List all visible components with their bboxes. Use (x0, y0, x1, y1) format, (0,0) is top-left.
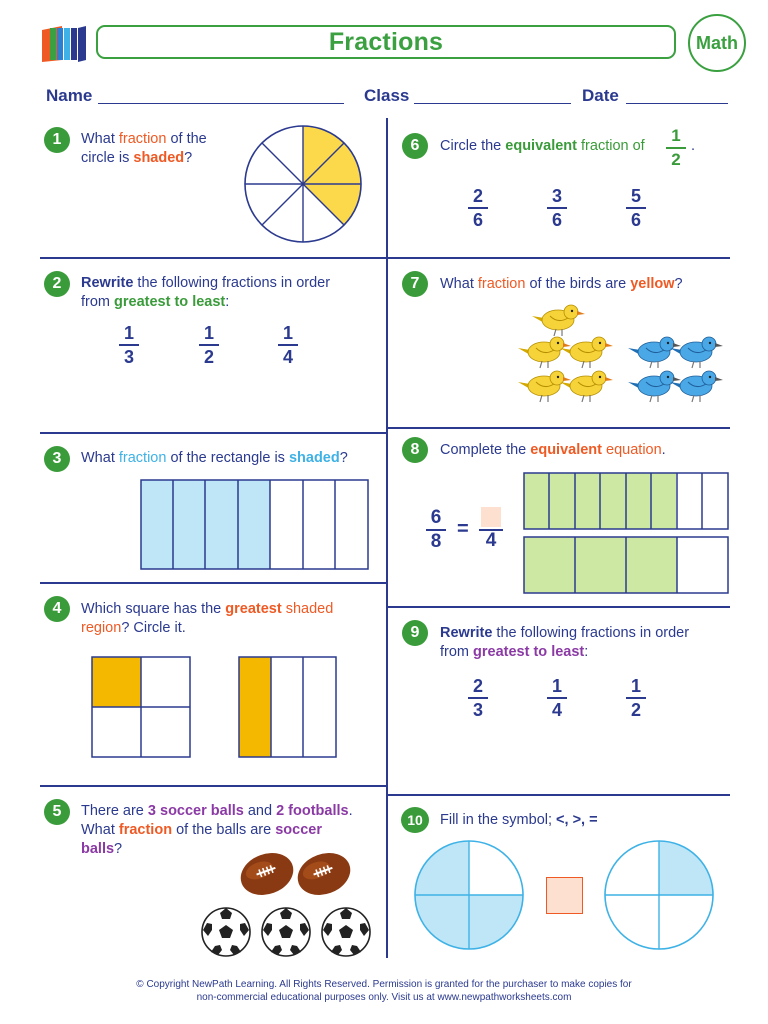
question-number: 6 (402, 133, 428, 159)
question-number: 7 (402, 271, 428, 297)
question-2-text: Rewrite the following fractions in order from greatest to least: (81, 275, 331, 310)
column-divider (386, 118, 388, 958)
name-label: Name (46, 86, 93, 105)
book-logo-icon (38, 24, 90, 64)
class-label: Class (364, 86, 410, 105)
one-quarter-circle-diagram (603, 839, 715, 951)
question-number: 10 (401, 807, 429, 833)
rectangle-sevenths-diagram (140, 479, 369, 570)
title-banner (96, 25, 676, 59)
footer-line-1: © Copyright NewPath Learning. All Rights Reserved. Permission is granted for the purchaser to make copies for (136, 979, 632, 990)
square-thirds-diagram[interactable] (238, 656, 337, 758)
row-divider (388, 257, 730, 259)
question-4-text: Which square has the greatest shaded region? Circle it. (81, 601, 334, 636)
question-10-text: Fill in the symbol; <, >, = (440, 812, 598, 828)
question-number: 8 (402, 437, 428, 463)
eighths-bar-diagram (523, 472, 729, 530)
question-8-text: Complete the equivalent equation. (440, 442, 666, 458)
row-divider (40, 257, 386, 259)
fraction-option[interactable]: 3 6 (545, 186, 569, 230)
info-row (46, 84, 746, 108)
birds-illustration (516, 298, 726, 416)
fraction: 6 8 (424, 508, 448, 552)
fraction: 1 2 (197, 323, 221, 367)
row-divider (40, 785, 386, 787)
question-number: 1 (44, 127, 70, 153)
fraction: 1 4 (276, 323, 300, 367)
row-divider (388, 794, 730, 796)
fraction: 1 2 (624, 676, 648, 720)
fraction: 1 3 (117, 323, 141, 367)
date-label: Date (582, 86, 619, 105)
balls-illustration (196, 842, 376, 962)
denominator: 4 (485, 530, 497, 551)
fraction-option[interactable]: 2 6 (466, 186, 490, 230)
footer-line-2: non-commercial educational purposes only. Visit us at www.newpathworksheets.com (196, 992, 572, 1003)
eighths-circle-diagram (243, 124, 363, 244)
fraction: 1 4 (545, 676, 569, 720)
quarters-bar-diagram (523, 536, 729, 594)
question-9-text: Rewrite the following fractions in order from greatest to least: (440, 625, 690, 660)
symbol-answer-box[interactable] (546, 877, 583, 914)
name-field[interactable] (98, 103, 344, 104)
row-divider (388, 427, 730, 429)
page-title: Fractions (328, 28, 444, 56)
row-divider (40, 432, 386, 434)
fraction: 2 3 (466, 676, 490, 720)
class-field[interactable] (414, 103, 571, 104)
question-3-text: What fraction of the rectangle is shaded? (81, 450, 348, 466)
question-number: 9 (402, 620, 428, 646)
three-quarters-circle-diagram (413, 839, 525, 951)
question-number: 2 (44, 271, 70, 297)
subject-badge: Math (688, 14, 746, 72)
question-1-text: What fraction of the circle is shaded? (81, 131, 207, 166)
date-field[interactable] (626, 103, 728, 104)
square-quarters-diagram[interactable] (91, 656, 191, 758)
target-fraction: 1 2 (664, 126, 688, 170)
question-6-text: Circle the equivalent fraction of (440, 138, 645, 154)
fraction-option[interactable]: 5 6 (624, 186, 648, 230)
copyright-footer (0, 978, 768, 1004)
question-5-text: There are 3 soccer balls and 2 footballs. What fraction of the balls are soccer balls? (81, 803, 353, 857)
question-6-period: . (691, 138, 696, 154)
question-number: 5 (44, 799, 70, 825)
question-number: 3 (44, 446, 70, 472)
answer-box[interactable] (481, 507, 501, 527)
equals-sign: = (457, 518, 469, 540)
question-number: 4 (44, 596, 70, 622)
row-divider (40, 582, 386, 584)
row-divider (388, 606, 730, 608)
question-7-text: What fraction of the birds are yellow? (440, 276, 683, 292)
